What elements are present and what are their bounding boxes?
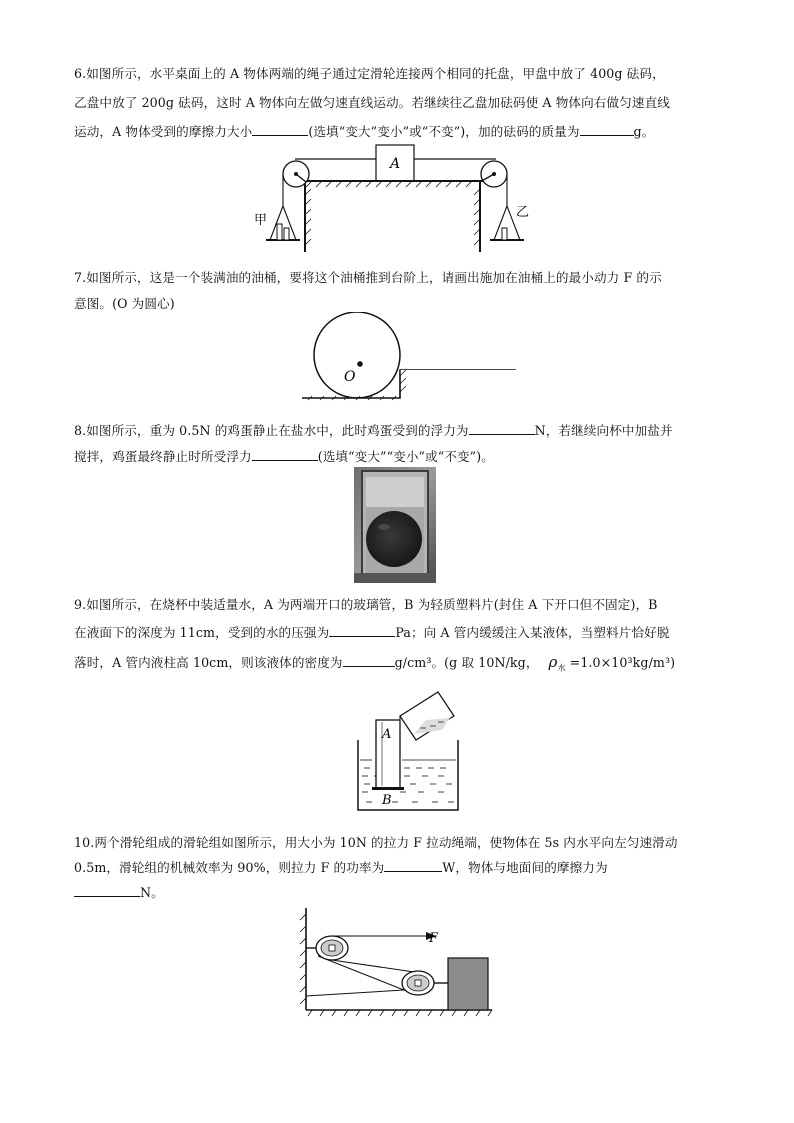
q6-line-1: 6.如图所示，水平桌面上的 A 物体两端的绳子通过定滑轮连接两个相同的托盘，甲盘中放了 400g 砝码， <box>74 66 665 81</box>
q9-line-3-text-a: 落时，A 管内液柱高 10cm，则该液体的密度为 <box>74 655 343 670</box>
q10-line-1: 10.两个滑轮组成的滑轮组如图所示，用大小为 10N 的拉力 F 拉动绳端，使物体在 5s 内水平向左匀速滑动 <box>74 835 678 850</box>
q10-line-3 <box>74 882 164 901</box>
q9-pouring-cup <box>400 692 454 740</box>
q6-line-3 <box>74 121 654 140</box>
q8-line-2-text-a: 搅拌，鸡蛋最终静止时所受浮力 <box>74 449 252 464</box>
q9-answer-blank-1[interactable] <box>329 635 395 637</box>
q6-line-3-text-c: g。 <box>633 124 655 139</box>
q7-line-2: 意图。(O 为圆心) <box>74 296 175 311</box>
q9-line-2-text-a: 在液面下的深度为 11cm，受到的水的压强为 <box>74 625 330 640</box>
q6-right-tray-label: 乙 <box>516 205 530 220</box>
q9-figure-beaker-tube <box>352 690 477 815</box>
q7-drum-circle <box>314 312 400 398</box>
q9-plate-label: B <box>382 793 392 808</box>
q8-egg <box>366 511 422 567</box>
q9-answer-blank-2[interactable] <box>343 665 395 667</box>
q9-line-2 <box>74 622 670 641</box>
q10-line-3-text-b: N。 <box>140 885 164 900</box>
q10-figure-pulley-system <box>296 906 496 1018</box>
q10-line-2-text-a: 0.5m，滑轮组的机械效率为 90%，则拉力 F 的功率为 <box>74 860 385 875</box>
q9-beaker <box>358 740 458 810</box>
q10-line-2-text-b: W，物体与地面间的摩擦力为 <box>442 860 608 875</box>
q8-photo-egg-in-salt-water <box>354 467 436 583</box>
q6-left-tray <box>266 206 300 240</box>
q7-figure-oil-drum <box>300 312 520 402</box>
q6-figure-pulley-table <box>250 140 540 258</box>
q10-line-2 <box>74 857 608 876</box>
q8-line-2 <box>74 446 494 465</box>
q6-answer-blank-1[interactable] <box>252 134 308 136</box>
q9-rho-subscript: 水 <box>557 663 566 673</box>
q10-force-label: F <box>429 931 439 946</box>
q9-line-1: 9.如图所示，在烧杯中装适量水，A 为两端开口的玻璃管，B 为轻质塑料片(封住 A 下开口但不固定)，B <box>74 597 658 612</box>
q7-center-label: O <box>344 369 356 385</box>
q9-rho-symbol: ρ <box>548 653 558 671</box>
q6-line-2: 乙盘中放了 200g 砝码，这时 A 物体向左做匀速直线运动。若继续往乙盘加砝码使 A 物体向右做匀速直线 <box>74 95 670 110</box>
q8-answer-blank-2[interactable] <box>252 459 318 461</box>
q6-left-tray-label: 甲 <box>254 213 268 228</box>
q10-answer-blank-1[interactable] <box>384 870 442 872</box>
q6-answer-blank-2[interactable] <box>580 134 634 136</box>
q7-line-1: 7.如图所示，这是一个装满油的油桶，要将这个油桶推到台阶上，请画出施加在油桶上的最小动力 F 的示 <box>74 270 662 285</box>
q9-line-3-text-e: =1.0×10³kg/m³) <box>565 655 676 670</box>
q8-answer-blank-1[interactable] <box>469 433 535 435</box>
q10-answer-blank-2[interactable] <box>74 895 140 897</box>
q6-line-3-text-b: (选填“变大”变小”或“不变”)，加的砝码的质量为 <box>308 124 580 139</box>
q10-movable-pulley <box>402 971 434 995</box>
q8-line-1-text-a: 8.如图所示，重为 0.5N 的鸡蛋静止在盐水中，此时鸡蛋受到的浮力为 <box>74 423 469 438</box>
q8-line-1-text-b: N，若继续向杯中加盐并 <box>534 423 673 438</box>
q8-line-1 <box>74 420 673 439</box>
q9-line-3-text-b: g/cm³。(g 取 10N/kg， <box>394 655 539 670</box>
q6-line-3-text-a: 运动，A 物体受到的摩擦力大小 <box>74 124 253 139</box>
q8-line-2-text-b: (选填“变大”“变小”或“不变”)。 <box>317 449 494 464</box>
q10-fixed-pulley <box>316 936 348 960</box>
q9-tube-label: A <box>382 727 392 742</box>
q10-object-block <box>448 958 488 1010</box>
q9-water <box>360 760 456 802</box>
q9-plastic-plate <box>372 787 404 790</box>
q9-line-3 <box>74 652 675 674</box>
q6-block-label: A <box>390 156 401 172</box>
q9-line-2-text-b: Pa；向 A 管内缓缓注入某液体，当塑料片恰好脱 <box>395 625 670 640</box>
q7-center-point <box>357 361 363 367</box>
